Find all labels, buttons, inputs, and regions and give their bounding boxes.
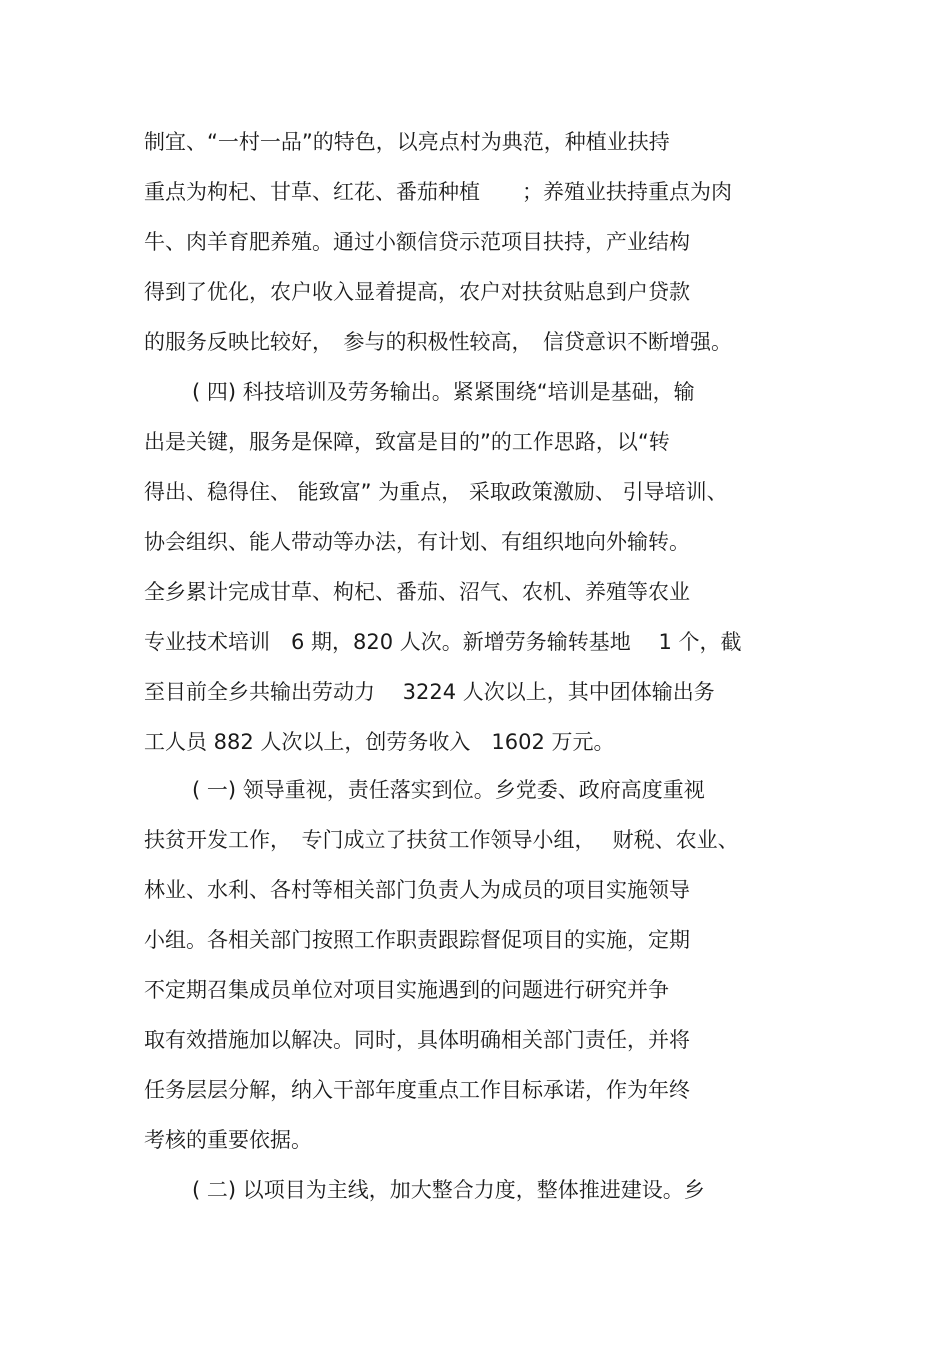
- text-line: 不定期召集成员单位对项目实施遇到的问题进行研究并争: [144, 978, 669, 1002]
- text-line: 工人员 882 人次以上，创劳务收入 1602 万元。: [144, 730, 615, 754]
- text-line: 专业技术培训 6 期，820 人次。新增劳务输转基地 1 个，截: [144, 630, 742, 654]
- text-line: 牛、肉羊育肥养殖。通过小额信贷示范项目扶持，产业结构: [144, 230, 690, 254]
- text-line: 制宜、“一村一品”的特色，以亮点村为典范，种植业扶持: [144, 130, 670, 154]
- text-line: 任务层层分解，纳入干部年度重点工作目标承诺，作为年终: [144, 1078, 690, 1102]
- text-line: 全乡累计完成甘草、枸杞、番茄、沼气、农机、养殖等农业: [144, 580, 690, 604]
- paragraph-heading-line: ( 四) 科技培训及劳务输出。紧紧围绕“培训是基础，输: [192, 380, 695, 404]
- text-line: 林业、水利、各村等相关部门负责人为成员的项目实施领导: [144, 878, 690, 902]
- text-line: 扶贫开发工作， 专门成立了扶贫工作领导小组， 财税、农业、: [144, 828, 739, 852]
- text-line: 的服务反映比较好， 参与的积极性较高， 信贷意识不断增强。: [144, 330, 732, 354]
- text-line: 小组。各相关部门按照工作职责跟踪督促项目的实施，定期: [144, 928, 690, 952]
- text-line: 出是关键，服务是保障，致富是目的”的工作思路，以“转: [144, 430, 670, 454]
- text-line: 协会组织、能人带动等办法，有计划、有组织地向外输转。: [144, 530, 690, 554]
- paragraph-heading-line: ( 一) 领导重视，责任落实到位。乡党委、政府高度重视: [192, 778, 705, 802]
- text-line: 得到了优化，农户收入显着提高，农户对扶贫贴息到户贷款: [144, 280, 690, 304]
- text-line: 取有效措施加以解决。同时，具体明确相关部门责任，并将: [144, 1028, 690, 1052]
- text-line: 考核的重要依据。: [144, 1128, 312, 1152]
- text-line: 重点为枸杞、甘草、红花、番茄种植 ；养殖业扶持重点为肉: [144, 180, 732, 204]
- text-line: 得出、稳得住、 能致富” 为重点， 采取政策激励、 引导培训、: [144, 480, 728, 504]
- paragraph-heading-line: ( 二) 以项目为主线，加大整合力度，整体推进建设。乡: [192, 1178, 705, 1202]
- text-line: 至目前全乡共输出劳动力 3224 人次以上，其中团体输出务: [144, 680, 715, 704]
